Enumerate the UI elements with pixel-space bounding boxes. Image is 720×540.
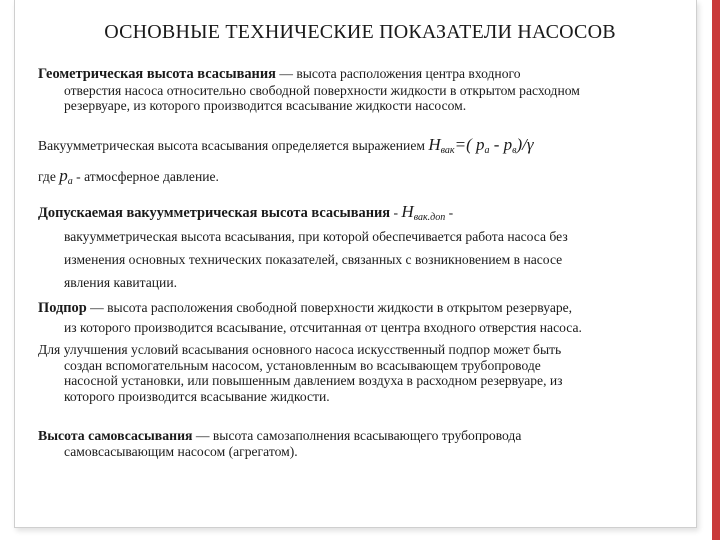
- symbol-pa: [59, 166, 73, 185]
- text-part: -: [445, 205, 454, 220]
- dash: —: [275, 66, 297, 81]
- paragraph-geometric-height: [38, 66, 698, 114]
- formula-part: =( p: [454, 135, 485, 154]
- paragraph-backpressure: [38, 298, 708, 337]
- text-line: высота расположения свободной поверхности жидкости в открытом резервуаре,: [107, 300, 573, 315]
- text-line: изменения основных технических показателей, связанных с возникновением в насосе: [64, 252, 563, 267]
- text-line: Для улучшения условий всасывания основного насоса искусственный подпор может быть: [38, 342, 562, 357]
- text-part: где: [38, 169, 60, 184]
- formula-subscript: в: [512, 145, 517, 156]
- term-backpressure: Подпор: [38, 300, 87, 316]
- paragraph-allowable-height: [38, 200, 698, 294]
- formula-symbol: H: [428, 135, 441, 154]
- formula-part: )/γ: [516, 135, 534, 154]
- text-line: из которого производится всасывание, отсчитанная от центра входного отверстия насоса.: [64, 320, 582, 335]
- paragraph-atm-pressure: [38, 168, 698, 185]
- term-self-priming: Высота самовсасывания: [38, 428, 193, 443]
- paragraph-improvement: [38, 342, 698, 404]
- separator: -: [390, 205, 402, 220]
- formula-subscript: вак.доп: [413, 212, 446, 223]
- formula-subscript: a: [484, 145, 490, 156]
- term-geometric-height: Геометрическая высота всасывания: [38, 66, 276, 82]
- text-line: высота расположения центра входного: [296, 66, 521, 81]
- formula-symbol: p: [59, 166, 68, 185]
- symbol-h-allowable: [401, 202, 445, 221]
- formula-vacuum-height: [428, 135, 533, 154]
- formula-part: - p: [489, 135, 513, 154]
- text-line: насосной установки, или повышенным давлением воздуха в расходном резервуаре, из: [64, 373, 563, 388]
- text-part: - атмосферное давление.: [72, 169, 219, 184]
- text-line: самовсасывающим насосом (агрегатом).: [64, 443, 298, 459]
- text-line: вакуумметрическая высота всасывания, при которой обеспечивается работа насоса без: [64, 229, 568, 244]
- dash: —: [86, 300, 108, 315]
- text-line: которого производится всасывание жидкости.: [64, 388, 330, 404]
- text-line: резервуаре, из которого производится всасывание жидкости насосом.: [64, 98, 467, 113]
- dash: —: [192, 428, 213, 443]
- accent-bar: [712, 0, 720, 540]
- text-line: Вакуумметрическая высота всасывания определяется выражением: [38, 138, 429, 153]
- text-line: создан вспомогательным насосом, установленным во всасывающем трубопроводе: [64, 357, 541, 373]
- paragraph-self-priming: [38, 428, 698, 459]
- formula-subscript: a: [67, 176, 73, 187]
- slide-title: ОСНОВНЫЕ ТЕХНИЧЕСКИЕ ПОКАЗАТЕЛИ НАСОСОВ: [104, 21, 616, 43]
- formula-symbol: H: [401, 202, 414, 221]
- text-line: отверстия насоса относительно свободной поверхности жидкости в открытом расходном: [64, 82, 580, 98]
- text-line: высота самозаполнения всасывающего трубопровода: [212, 428, 522, 443]
- term-allowable-height: Допускаемая вакуумметрическая высота всасывания: [38, 205, 391, 221]
- formula-subscript: вак: [440, 145, 455, 156]
- text-line: явления кавитации.: [64, 275, 177, 290]
- paragraph-vacuum-height: [38, 137, 708, 154]
